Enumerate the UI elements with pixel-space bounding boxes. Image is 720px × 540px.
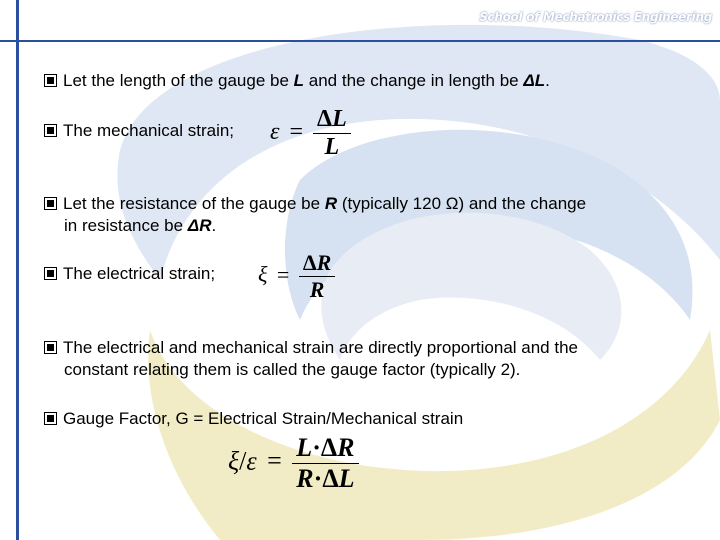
eq-delta: Δ: [320, 433, 338, 462]
left-accent-line: [16, 0, 19, 540]
bullet-mechanical-strain: [44, 120, 234, 142]
eq-delta: Δ: [317, 106, 333, 132]
var-L: L: [293, 71, 305, 90]
eq-den: L: [324, 134, 340, 160]
bullet-text: The electrical strain;: [63, 264, 216, 283]
bullet-text: .: [545, 71, 550, 90]
header-divider-line: [0, 40, 720, 42]
eq-fraction: [313, 106, 351, 161]
eq-equals: =: [289, 119, 304, 146]
bullet-text: The electrical and mechanical strain are directly proportional and the: [63, 338, 578, 357]
bullet-gauge-resistance: [44, 193, 586, 237]
bullet-gauge-length: [44, 70, 550, 92]
bullet-text: The mechanical strain;: [63, 121, 235, 140]
eq-fraction: [299, 250, 335, 303]
checkbox-bullet-icon: [44, 74, 57, 87]
var-delta-R: ΔR: [187, 216, 212, 235]
equation-mechanical-strain: [270, 106, 351, 161]
eq-dot: ·: [312, 433, 321, 462]
checkbox-bullet-icon: [44, 412, 57, 425]
bullet-text: Let the resistance of the gauge be: [63, 194, 325, 213]
school-header: School of Mechatronics Engineering: [479, 10, 712, 24]
bullet-text: in resistance be: [64, 216, 188, 235]
eq-den: R: [309, 277, 325, 302]
eq-num-var: R: [316, 250, 332, 275]
equation-electrical-strain: [258, 250, 335, 303]
checkbox-bullet-icon: [44, 124, 57, 137]
bullet-text: .: [211, 216, 217, 235]
eq-den-L: L: [338, 464, 355, 493]
equation-gauge-factor: [228, 433, 359, 494]
eq-delta: Δ: [302, 250, 317, 275]
eq-den-R: R: [296, 464, 314, 493]
checkbox-bullet-icon: [44, 341, 57, 354]
bullet-electrical-strain: [44, 263, 215, 285]
bullet-text: Let the length of the gauge be: [63, 71, 294, 90]
eq-num-var: L: [332, 106, 347, 132]
var-R: R: [324, 194, 338, 213]
eq-lhs-epsilon: ε: [246, 446, 257, 476]
bullet-text: (typically 120 Ω) and the change: [337, 194, 587, 213]
bullet-gauge-factor: [44, 408, 463, 430]
eq-lhs: ε: [270, 119, 280, 146]
var-delta-L: ΔL: [523, 71, 546, 90]
bullet-text: Gauge Factor, G = Electrical Strain/Mechanical strain: [63, 409, 464, 428]
eq-delta: Δ: [322, 464, 339, 493]
eq-lhs-xi: ξ: [228, 446, 240, 476]
eq-fraction: [292, 433, 358, 494]
checkbox-bullet-icon: [44, 267, 57, 280]
bullet-text-continued: constant relating them is called the gauge factor (typically 2).: [64, 360, 521, 379]
eq-num-L: L: [296, 433, 313, 462]
eq-num-R: R: [337, 433, 355, 462]
eq-slash: /: [239, 446, 247, 476]
eq-lhs: ξ: [258, 261, 268, 287]
checkbox-bullet-icon: [44, 197, 57, 210]
eq-equals: =: [267, 446, 282, 476]
eq-dot: ·: [313, 464, 323, 493]
bullet-proportional: [44, 337, 578, 381]
eq-equals: =: [276, 261, 290, 287]
bullet-text: and the change in length be: [304, 71, 524, 90]
